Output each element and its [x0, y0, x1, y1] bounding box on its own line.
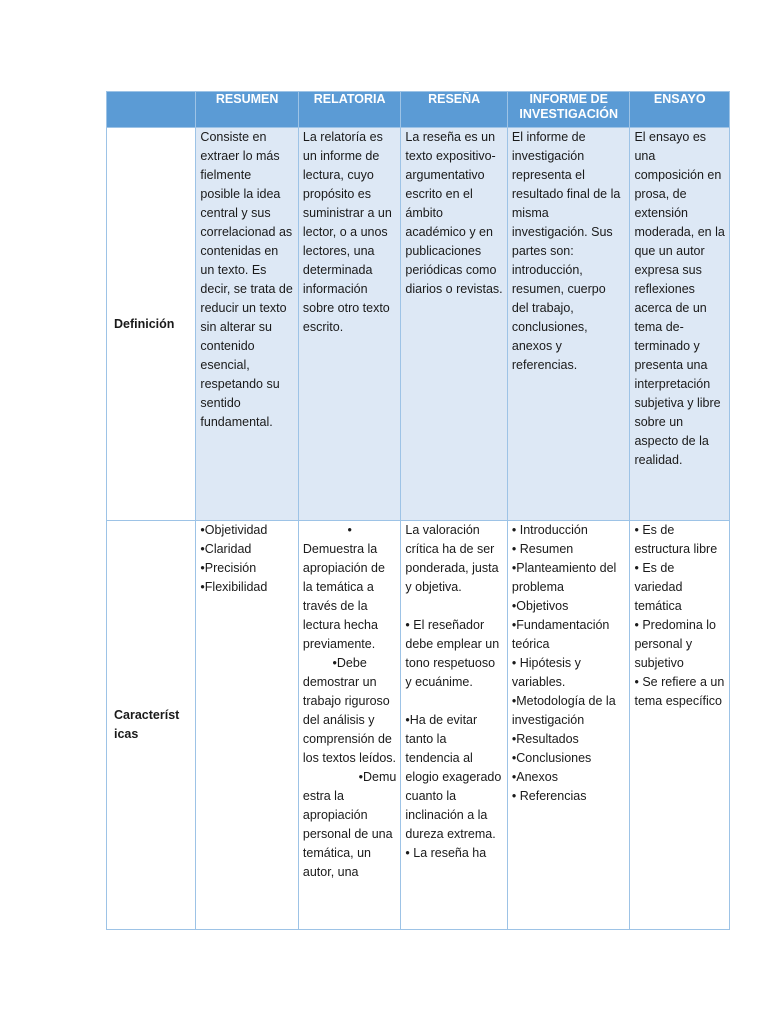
comparison-table: [106, 91, 730, 930]
header-row: [107, 92, 730, 128]
relatoria-item-3: estra la apropiación personal de una temática, un autor, una: [302, 789, 393, 879]
cell-caracteristicas-resumen: •Objetividad •Claridad •Precisión •Flexibilidad: [196, 521, 298, 930]
cell-definicion-resena: La reseña es un texto expositivo-argumentativo escrito en el ámbito académico y en publicaciones periódicas como diarios o revistas.: [401, 128, 508, 521]
row-label-caracteristicas: Característ icas: [107, 521, 196, 930]
cell-caracteristicas-ensayo: • Es de estructura libre • Es de variedad temática • Predomina lo personal y subjetivo • Se refiere a un tema específico: [630, 521, 730, 930]
cell-definicion-relatoria: La relatoría es un informe de lectura, cuyo propósito es suministrar a un lector, o a unos lectores, una determinada información sobre otro texto escrito.: [298, 128, 400, 521]
cell-definicion-informe: El informe de investigación representa el resultado final de la misma investigación. Sus partes son: introducción, resumen, cuerpo del trabajo, conclusiones, anexos y referencias.: [507, 128, 630, 521]
header-ensayo: ENSAYO: [630, 92, 730, 128]
header-resumen: RESUMEN: [196, 92, 298, 128]
header-resena: RESEÑA: [401, 92, 508, 128]
cell-caracteristicas-informe: • Introducción • Resumen •Planteamiento del problema •Objetivos •Fundamentación teórica • Hipótesis y variables. •Metodología de la investigación •Resultados •Conclusiones •Anexos • Referencias: [507, 521, 630, 930]
cell-caracteristicas-relatoria: [298, 521, 400, 930]
header-relatoria: RELATORIA: [298, 92, 400, 128]
header-empty: [107, 92, 196, 128]
cell-definicion-ensayo: El ensayo es una composición en prosa, de extensión moderada, en la que un autor expresa sus reflexiones acerca de un tema de-terminado y presenta una interpretación subjetiva y libre sobre un aspecto de la realidad.: [630, 128, 730, 521]
relatoria-bullet-2: •Debe: [332, 656, 367, 670]
row-label-definicion: Definición: [107, 128, 196, 521]
resena-text: La valoración crítica ha de ser ponderada, justa y objetiva. • El reseñador debe emplear un tono respetuoso y ecuánime. •Ha de evitar tanto la tendencia al elogio exagerado cuanto la inclinación a la dureza extrema. • La reseña ha: [405, 523, 502, 860]
relatoria-bullet-3: •Demu: [358, 770, 397, 784]
relatoria-item-2: demostrar un trabajo riguroso del análisis y comprensión de los textos leídos.: [302, 675, 397, 765]
row-definicion: [107, 128, 730, 521]
relatoria-bullet-1: •: [347, 523, 352, 537]
header-informe: INFORME DE INVESTIGACIÓN: [507, 92, 630, 128]
cell-caracteristicas-resena: [401, 521, 508, 930]
cell-definicion-resumen: Consiste en extraer lo más fielmente posible la idea central y sus correlacionad as contenidas en un texto. Es decir, se trata de reducir un texto sin alterar su contenido esencial, respetando su sentido fundamental.: [196, 128, 298, 521]
relatoria-item-1: Demuestra la apropiación de la temática a través de la lectura hecha previamente.: [302, 542, 385, 651]
row-caracteristicas: [107, 521, 730, 930]
